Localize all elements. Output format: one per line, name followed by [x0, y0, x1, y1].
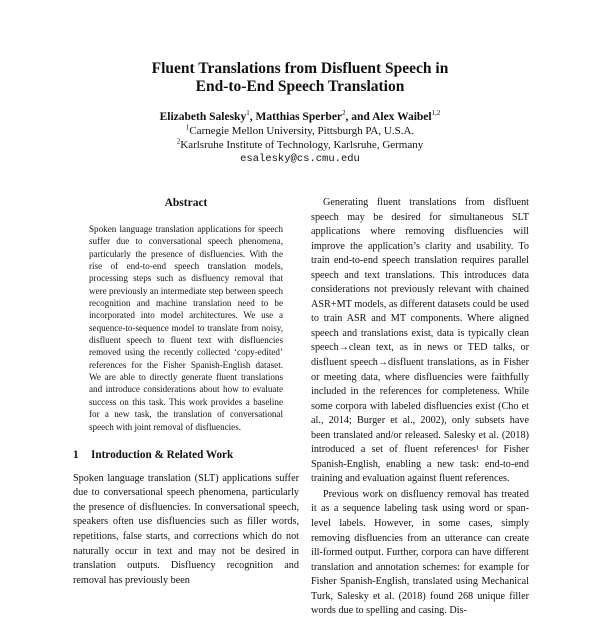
author-affiliation-mark: 1,2 [431, 109, 441, 118]
abstract-text: Spoken language translation applications for speech suffer due to conversational speech phenomena, particularly the presence of disfluencies. With the rise of end-to-end speech translation models, processing steps such as disfluency removal that were previously an intermediate step between speech recognition and machine translation need to be incorporated into model architectures. We use a sequence-to-sequence model to translate from noisy, disfluent speech to fluent text with disfluencies removed using the recently collected ‘copy-edited’ references for the Fisher Spanish-English dataset. We are able to directly generate fluent translations and introduce considerations about how to evaluate success on this task. This work provides a baseline for a new task, the translation of conversational speech with joint removal of disfluencies. [89, 224, 283, 432]
section-title: Introduction & Related Work [91, 448, 234, 461]
author-name: Alex Waibel [372, 111, 432, 123]
abstract-heading: Abstract [164, 197, 208, 209]
title-line-2: End-to-End Speech Translation [195, 78, 405, 95]
affiliation-text: Carnegie Mellon University, Pittsburgh PA, U.S.A. [189, 125, 415, 137]
author-affiliation-mark: 2 [342, 109, 346, 118]
intro-paragraph: Spoken language translation (SLT) applications suffer due to conversational speech phenomena, particularly the presence of disfluencies. In conversational speech, speakers often use disfluencies such as filler words, repetitions, false starts, and corrections which do not naturally occur in text and may not be desired in translation outputs. Disfluency recognition and removal has previously been [73, 472, 299, 586]
title-line-1: Fluent Translations from Disfluent Speech in [151, 60, 449, 77]
author-email: esalesky@cs.cmu.edu [240, 153, 360, 165]
affiliation-text: Karlsruhe Institute of Technology, Karlsruhe, Germany [180, 139, 424, 151]
left-column [73, 196, 299, 588]
affiliation-mark: 2 [176, 137, 181, 146]
paper-title [0, 60, 600, 96]
author-name: Matthias Sperber [255, 111, 343, 123]
affiliation-2 [0, 138, 600, 152]
author-separator: , and [345, 111, 373, 123]
author-list [0, 110, 600, 124]
author-name: Elizabeth Salesky [159, 111, 247, 123]
affiliation-1 [0, 124, 600, 138]
paper-header [0, 60, 600, 166]
affiliation-mark: 1 [185, 123, 190, 132]
author-separator: , [249, 111, 256, 123]
section-heading [73, 448, 299, 462]
body-paragraph-1: Generating fluent translations from disfluent speech may be desired for simultaneous SLT applications where removing disfluencies will improve the application’s clarity and usability. To train end-to-end speech translation requires parallel speech and text translations. This introduces data considerations not previously relevant with chained ASR+MT models, as different datasets could be used to train ASR and MT components. Where aligned speech and translations exist, data is typically clean speech→clean text, as in news or TED talks, or disfluent speech→disfluent translations, as in Fisher or meeting data, where disfluencies were faithfully included in the references for completeness. While some corpora with labeled disfluencies exist (Cho et al., 2014; Burger et al., 2002), only subsets have been translated and/or released. Salesky et al. (2018) introduced a set of fluent references¹ for Fisher Spanish-English, enabling a new task: end-to-end training and evaluation against fluent references. [311, 197, 529, 485]
body-paragraph-2: Previous work on disfluency removal has treated it as a sequence labeling task using word or span-level labels. However, in some cases, simply removing disfluencies from an utterance can create ill-formed output. Further, corpora can have different translation and annotation schemes: for example for Fisher Spanish-English, translated using Mechanical Turk, Salesky et al. (2018) found 268 unique filler words due to spelling and casing. Dis- [311, 488, 529, 617]
right-column [311, 196, 529, 619]
author-affiliation-mark: 1 [246, 109, 250, 118]
section-number: 1 [73, 448, 79, 461]
